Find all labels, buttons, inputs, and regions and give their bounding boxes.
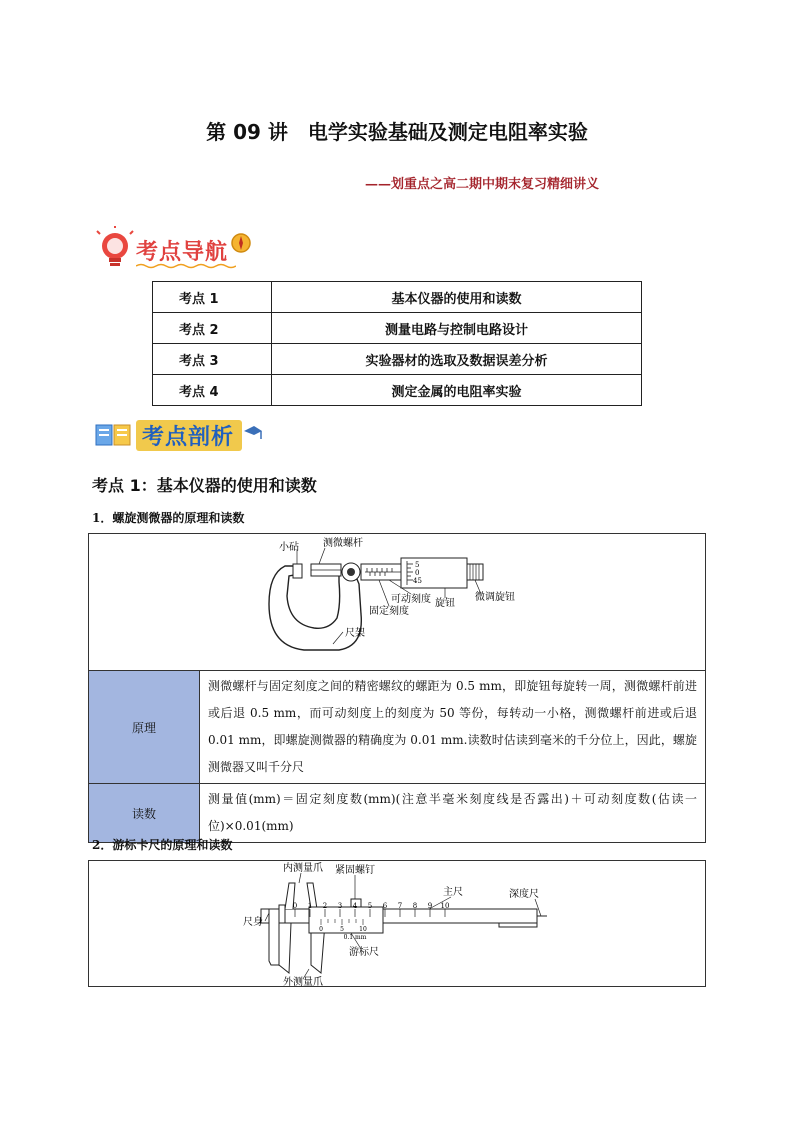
outline-row [153,282,642,313]
label-anvil: 小砧 [279,542,299,553]
outline-row [153,375,642,406]
book-icon [94,421,134,451]
nav-badge-label: 考点导航 [136,239,229,265]
label-frame: 尺架 [345,628,365,639]
scale-num: 45 [413,577,422,585]
outline-key: 考点 4 [153,375,272,406]
label-outer-jaw: 外测量爪 [283,977,323,986]
graduation-cap-icon [242,423,262,449]
main-tick: 7 [397,902,403,910]
micrometer-table [88,533,706,843]
main-tick: 4 [352,902,358,910]
caliper-figure-cell [89,861,706,987]
main-tick: 5 [367,902,373,910]
outline-value: 测定金属的电阻率实验 [272,375,642,406]
label-fixed-scale: 固定刻度 [369,606,409,617]
principle-label: 原理 [89,671,200,784]
main-tick: 6 [382,902,388,910]
label-body: 尺身 [243,917,263,928]
doc-subtitle [0,173,794,192]
doc-subtitle-text: ——划重点之高二期中期末复习精细讲义 [364,177,599,192]
main-tick: 1 [307,902,313,910]
vernier-tick: 0 [319,926,323,933]
label-depth: 深度尺 [509,889,539,900]
wavy-underline [136,263,236,269]
outline-value: 基本仪器的使用和读数 [272,282,642,313]
principle-text: 测微螺杆与固定刻度之间的精密螺纹的螺距为 0.5 mm，即旋钮每旋转一周，测微螺杆前进或后退 0.5 mm，而可动刻度上的刻度为 50 等份，每转动一小格，测微螺杆前进或后退 0.01 mm，即螺旋测微器的精确度为 0.01 mm.读数时估读到毫米的千分位上，因此，螺旋测微器又叫千分尺 [200,671,706,784]
outline-row [153,313,642,344]
scale-num: 0 [415,569,420,577]
main-tick: 3 [337,902,343,910]
outline-value: 实验器材的选取及数据误差分析 [272,344,642,375]
caliper-diagram [89,861,705,986]
outline-table [152,281,642,406]
section-heading: 考点 1：基本仪器的使用和读数 [92,476,317,495]
caliper-table [88,860,706,987]
label-spindle: 测微螺杆 [323,538,363,549]
reading-label: 读数 [89,784,200,843]
analysis-badge [94,420,262,451]
micrometer-heading: 1．螺旋测微器的原理和读数 [92,511,245,525]
scale-num: 5 [415,561,420,569]
compass-icon [230,232,252,254]
main-tick: 2 [322,902,328,910]
outline-value: 测量电路与控制电路设计 [272,313,642,344]
outline-key: 考点 2 [153,313,272,344]
outline-row [153,344,642,375]
label-main-scale: 主尺 [443,887,463,898]
caliper-heading: 2．游标卡尺的原理和读数 [92,838,233,852]
main-tick: 0 [292,902,298,910]
outline-key: 考点 1 [153,282,272,313]
vernier-tick: 5 [340,926,344,933]
vernier-tick: 10 [359,926,367,933]
main-tick: 8 [412,902,418,910]
reading-text: 测量值(mm)＝固定刻度数(mm)(注意半毫米刻度线是否露出)＋可动刻度数(估读一位)×0.01(mm) [200,784,706,843]
main-tick: 10 [440,902,450,910]
micrometer-diagram [89,534,705,670]
label-knob: 旋钮 [435,598,455,609]
label-inner-jaw: 内测量爪 [283,863,323,874]
label-screw: 紧固螺钉 [335,865,375,876]
outline-key: 考点 3 [153,344,272,375]
lightbulb-icon [96,226,134,274]
label-movable-scale: 可动刻度 [391,594,431,605]
micrometer-figure-cell [89,534,706,671]
doc-title: 第 09 讲 电学实验基础及测定电阻率实验 [206,120,588,144]
label-fine-knob: 微调旋钮 [475,592,515,603]
label-vernier: 游标尺 [349,947,379,958]
vernier-unit: 0.1 mm [343,934,367,941]
analysis-badge-label: 考点剖析 [142,425,235,450]
nav-badge [96,226,252,274]
main-tick: 9 [427,902,433,910]
